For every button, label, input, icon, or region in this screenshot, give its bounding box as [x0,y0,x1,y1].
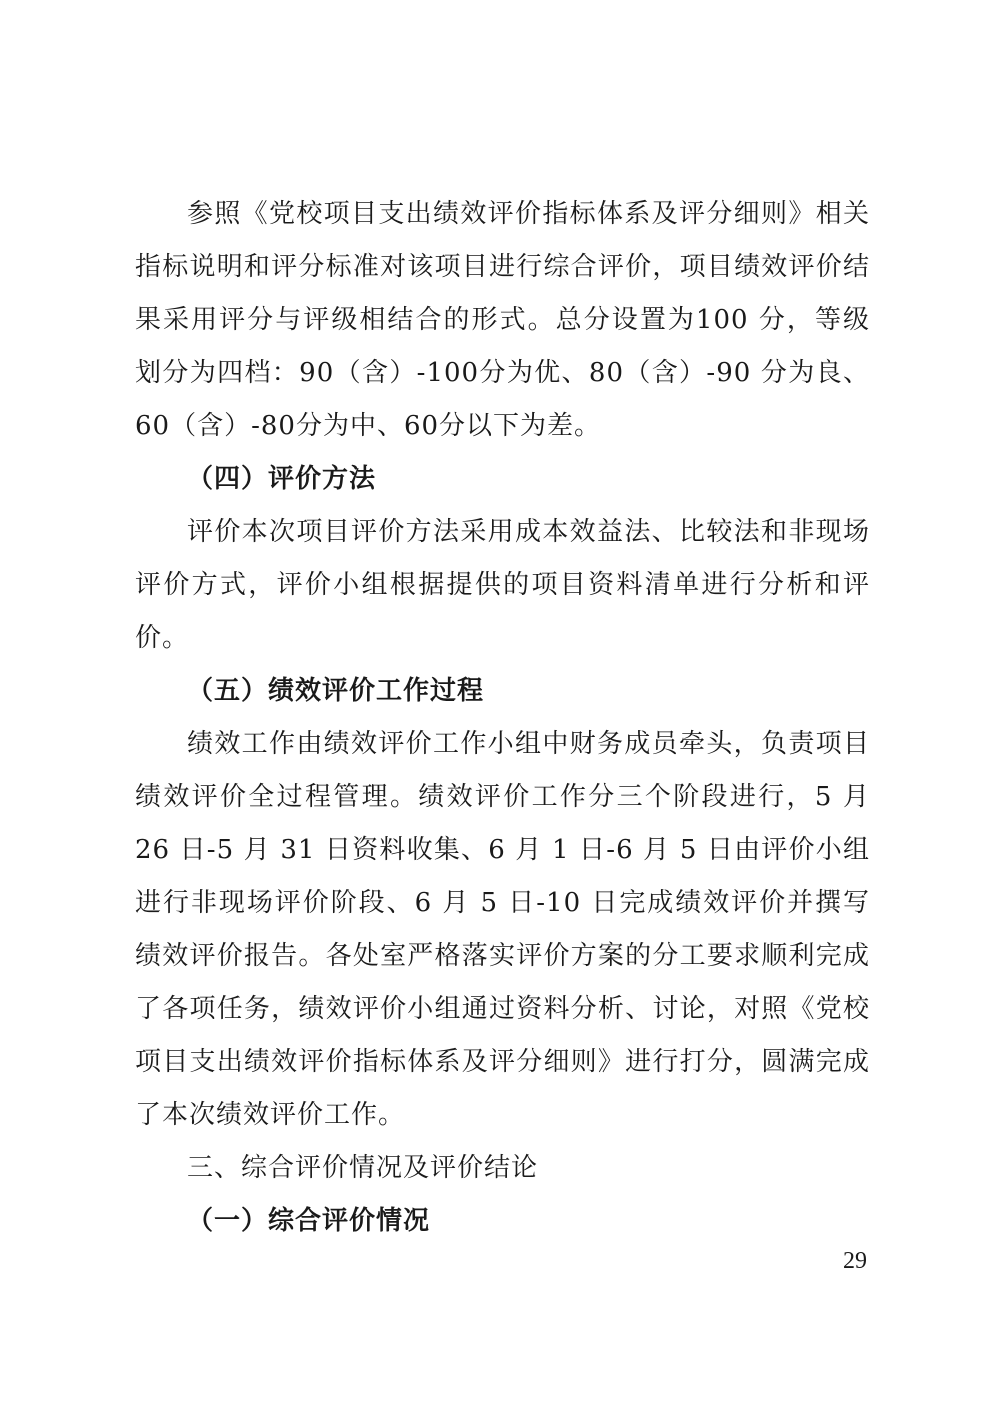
paragraph-evaluation-method: 评价本次项目评价方法采用成本效益法、比较法和非现场评价方式，评价小组根据提供的项目资料清单进行分析和评价。 [135,517,870,653]
section-heading-conclusion: 三、综合评价情况及评价结论 [187,1153,539,1183]
paragraph-scoring-method: 参照《党校项目支出绩效评价指标体系及评分细则》相关指标说明和评分标准对该项目进行综合评价，项目绩效评价结果采用评分与评级相结合的形式。总分设置为100 分，等级划分为四档：90（含）-100分为优、80（含）-90 分为良、60（含）-80分为中、60分以下为差。 [135,199,870,441]
paragraph-evaluation-process: 绩效工作由绩效评价工作小组中财务成员牵头，负责项目绩效评价全过程管理。绩效评价工作分三个阶段进行，5 月 26 日-5 月 31 日资料收集、6 月 1 日-6 月 5 日由评价小组进行非现场评价阶段、6 月 5 日-10 日完成绩效评价并撰写绩效评价报告。各处室严格落实评价方案的分工要求顺利完成了各项任务，绩效评价小组通过资料分析、讨论，对照《党校项目支出绩效评价指标体系及评分细则》进行打分，圆满完成了本次绩效评价工作。 [135,729,870,1130]
page-number: 29 [843,1248,867,1274]
page-body [135,188,870,1248]
heading-evaluation-process: （五）绩效评价工作过程 [187,676,485,706]
subsection-heading-overall: （一）综合评价情况 [187,1206,431,1236]
heading-evaluation-method: （四）评价方法 [187,464,377,494]
